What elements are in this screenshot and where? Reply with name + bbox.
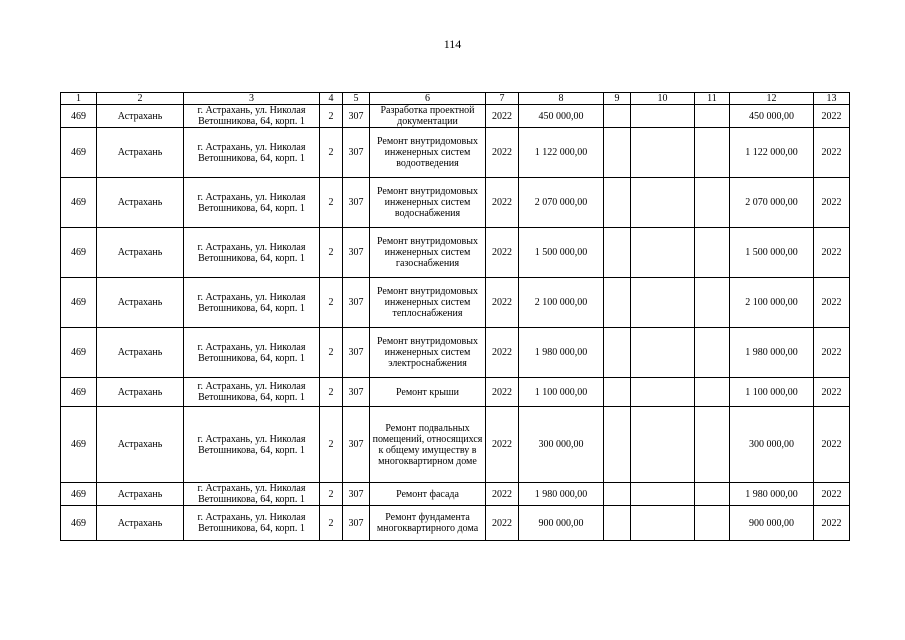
year-end-cell: 2022: [814, 328, 850, 378]
address-cell: г. Астрахань, ул. Николая Ветошникова, 64, корп. 1: [184, 105, 320, 128]
col5-cell: 307: [343, 228, 370, 278]
column-header: 10: [631, 93, 695, 105]
year-end-cell: 2022: [814, 278, 850, 328]
year-cell: 2022: [486, 228, 519, 278]
col10-cell: [631, 278, 695, 328]
col11-cell: [695, 105, 730, 128]
column-header: 12: [730, 93, 814, 105]
table-row: [61, 506, 850, 541]
col5-cell: 307: [343, 407, 370, 483]
col10-cell: [631, 483, 695, 506]
amount-cell: 1 100 000,00: [519, 378, 604, 407]
col4-cell: 2: [320, 278, 343, 328]
col4-cell: 2: [320, 228, 343, 278]
total-cell: 2 070 000,00: [730, 178, 814, 228]
col10-cell: [631, 178, 695, 228]
total-cell: 450 000,00: [730, 105, 814, 128]
col4-cell: 2: [320, 378, 343, 407]
address-cell: г. Астрахань, ул. Николая Ветошникова, 64, корп. 1: [184, 178, 320, 228]
total-cell: 1 122 000,00: [730, 128, 814, 178]
col9-cell: [604, 228, 631, 278]
col5-cell: 307: [343, 483, 370, 506]
column-header: 3: [184, 93, 320, 105]
work-type-cell: Разработка проектной документации: [370, 105, 486, 128]
col10-cell: [631, 228, 695, 278]
col10-cell: [631, 328, 695, 378]
col9-cell: [604, 178, 631, 228]
col4-cell: 2: [320, 328, 343, 378]
city-cell: Астрахань: [97, 228, 184, 278]
year-cell: 2022: [486, 378, 519, 407]
col5-cell: 307: [343, 105, 370, 128]
city-cell: Астрахань: [97, 483, 184, 506]
header-row: [61, 93, 850, 105]
total-cell: 2 100 000,00: [730, 278, 814, 328]
amount-cell: 2 070 000,00: [519, 178, 604, 228]
work-type-cell: Ремонт внутридомовых инженерных систем водоснабжения: [370, 178, 486, 228]
column-header: 7: [486, 93, 519, 105]
col11-cell: [695, 328, 730, 378]
amount-cell: 300 000,00: [519, 407, 604, 483]
works-table: [60, 92, 850, 541]
year-end-cell: 2022: [814, 407, 850, 483]
total-cell: 900 000,00: [730, 506, 814, 541]
work-type-cell: Ремонт фасада: [370, 483, 486, 506]
city-cell: Астрахань: [97, 178, 184, 228]
address-cell: г. Астрахань, ул. Николая Ветошникова, 64, корп. 1: [184, 328, 320, 378]
col11-cell: [695, 178, 730, 228]
city-cell: Астрахань: [97, 378, 184, 407]
col11-cell: [695, 228, 730, 278]
column-header: 1: [61, 93, 97, 105]
year-cell: 2022: [486, 178, 519, 228]
amount-cell: 1 500 000,00: [519, 228, 604, 278]
table-row: [61, 128, 850, 178]
address-cell: г. Астрахань, ул. Николая Ветошникова, 64, корп. 1: [184, 483, 320, 506]
total-cell: 1 500 000,00: [730, 228, 814, 278]
year-cell: 2022: [486, 483, 519, 506]
col9-cell: [604, 128, 631, 178]
row-number-cell: 469: [61, 278, 97, 328]
city-cell: Астрахань: [97, 506, 184, 541]
amount-cell: 2 100 000,00: [519, 278, 604, 328]
col9-cell: [604, 483, 631, 506]
amount-cell: 450 000,00: [519, 105, 604, 128]
total-cell: 1 980 000,00: [730, 483, 814, 506]
col5-cell: 307: [343, 328, 370, 378]
year-end-cell: 2022: [814, 506, 850, 541]
table-row: [61, 378, 850, 407]
year-end-cell: 2022: [814, 228, 850, 278]
col9-cell: [604, 278, 631, 328]
year-end-cell: 2022: [814, 178, 850, 228]
year-end-cell: 2022: [814, 105, 850, 128]
col5-cell: 307: [343, 378, 370, 407]
year-end-cell: 2022: [814, 483, 850, 506]
table-row: [61, 228, 850, 278]
city-cell: Астрахань: [97, 278, 184, 328]
year-cell: 2022: [486, 278, 519, 328]
col5-cell: 307: [343, 278, 370, 328]
row-number-cell: 469: [61, 105, 97, 128]
table-row: [61, 328, 850, 378]
city-cell: Астрахань: [97, 328, 184, 378]
amount-cell: 1 980 000,00: [519, 483, 604, 506]
col10-cell: [631, 506, 695, 541]
year-cell: 2022: [486, 506, 519, 541]
amount-cell: 1 122 000,00: [519, 128, 604, 178]
col10-cell: [631, 105, 695, 128]
col5-cell: 307: [343, 506, 370, 541]
year-end-cell: 2022: [814, 378, 850, 407]
city-cell: Астрахань: [97, 407, 184, 483]
column-header: 4: [320, 93, 343, 105]
col11-cell: [695, 128, 730, 178]
row-number-cell: 469: [61, 228, 97, 278]
table-body: [61, 105, 850, 541]
work-type-cell: Ремонт фундамента многоквартирного дома: [370, 506, 486, 541]
city-cell: Астрахань: [97, 128, 184, 178]
total-cell: 1 980 000,00: [730, 328, 814, 378]
col9-cell: [604, 105, 631, 128]
work-type-cell: Ремонт внутридомовых инженерных систем водоотведения: [370, 128, 486, 178]
address-cell: г. Астрахань, ул. Николая Ветошникова, 64, корп. 1: [184, 378, 320, 407]
col4-cell: 2: [320, 483, 343, 506]
col11-cell: [695, 483, 730, 506]
year-cell: 2022: [486, 105, 519, 128]
col5-cell: 307: [343, 128, 370, 178]
table-row: [61, 483, 850, 506]
table-row: [61, 105, 850, 128]
col11-cell: [695, 378, 730, 407]
row-number-cell: 469: [61, 328, 97, 378]
row-number-cell: 469: [61, 378, 97, 407]
col4-cell: 2: [320, 128, 343, 178]
address-cell: г. Астрахань, ул. Николая Ветошникова, 64, корп. 1: [184, 407, 320, 483]
col9-cell: [604, 407, 631, 483]
col10-cell: [631, 407, 695, 483]
row-number-cell: 469: [61, 506, 97, 541]
address-cell: г. Астрахань, ул. Николая Ветошникова, 64, корп. 1: [184, 278, 320, 328]
row-number-cell: 469: [61, 483, 97, 506]
page-number: 114: [443, 37, 462, 51]
column-header: 13: [814, 93, 850, 105]
row-number-cell: 469: [61, 178, 97, 228]
column-header: 6: [370, 93, 486, 105]
total-cell: 1 100 000,00: [730, 378, 814, 407]
row-number-cell: 469: [61, 407, 97, 483]
column-header: 8: [519, 93, 604, 105]
col10-cell: [631, 378, 695, 407]
work-type-cell: Ремонт внутридомовых инженерных систем электроснабжения: [370, 328, 486, 378]
col10-cell: [631, 128, 695, 178]
col4-cell: 2: [320, 105, 343, 128]
col11-cell: [695, 407, 730, 483]
col4-cell: 2: [320, 178, 343, 228]
col11-cell: [695, 506, 730, 541]
work-type-cell: Ремонт крыши: [370, 378, 486, 407]
col4-cell: 2: [320, 506, 343, 541]
col11-cell: [695, 278, 730, 328]
work-type-cell: Ремонт внутридомовых инженерных систем теплоснабжения: [370, 278, 486, 328]
total-cell: 300 000,00: [730, 407, 814, 483]
amount-cell: 900 000,00: [519, 506, 604, 541]
work-type-cell: Ремонт внутридомовых инженерных систем газоснабжения: [370, 228, 486, 278]
city-cell: Астрахань: [97, 105, 184, 128]
year-cell: 2022: [486, 328, 519, 378]
year-cell: 2022: [486, 407, 519, 483]
column-header: 11: [695, 93, 730, 105]
year-cell: 2022: [486, 128, 519, 178]
address-cell: г. Астрахань, ул. Николая Ветошникова, 64, корп. 1: [184, 506, 320, 541]
col9-cell: [604, 506, 631, 541]
column-header: 2: [97, 93, 184, 105]
table-row: [61, 407, 850, 483]
col9-cell: [604, 378, 631, 407]
col5-cell: 307: [343, 178, 370, 228]
year-end-cell: 2022: [814, 128, 850, 178]
table-row: [61, 278, 850, 328]
table-row: [61, 178, 850, 228]
amount-cell: 1 980 000,00: [519, 328, 604, 378]
address-cell: г. Астрахань, ул. Николая Ветошникова, 64, корп. 1: [184, 228, 320, 278]
column-header: 5: [343, 93, 370, 105]
column-header: 9: [604, 93, 631, 105]
work-type-cell: Ремонт подвальных помещений, относящихся к общему имуществу в многоквартирном доме: [370, 407, 486, 483]
col9-cell: [604, 328, 631, 378]
address-cell: г. Астрахань, ул. Николая Ветошникова, 64, корп. 1: [184, 128, 320, 178]
col4-cell: 2: [320, 407, 343, 483]
row-number-cell: 469: [61, 128, 97, 178]
